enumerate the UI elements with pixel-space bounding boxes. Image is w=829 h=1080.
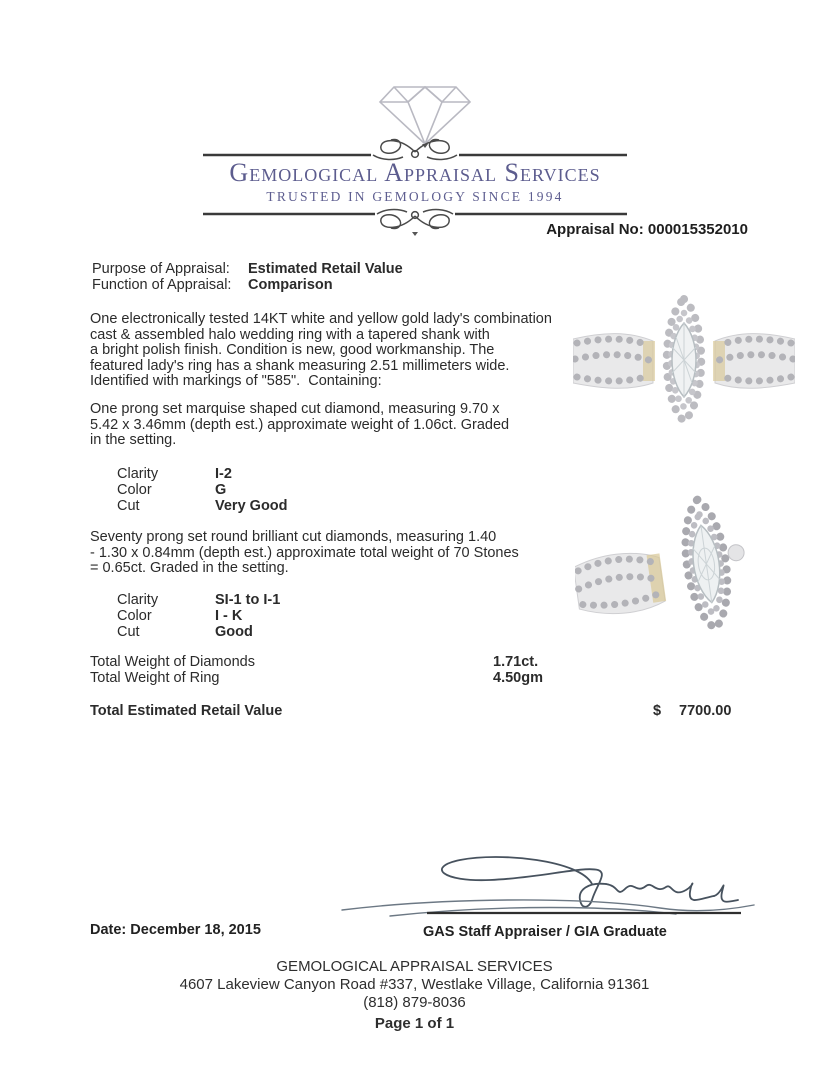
grading-label: Cut — [117, 498, 140, 514]
total-label: Total Weight of Ring — [90, 670, 220, 686]
total-weight-ring-row — [90, 670, 750, 686]
purpose-row — [92, 261, 403, 277]
grading-label: Clarity — [117, 592, 159, 608]
brand-title: Gemological Appraisal Services — [229, 158, 601, 187]
item-description-paragraph — [90, 312, 552, 390]
stone2-grading-table — [117, 592, 280, 640]
ring-photo-angled-view — [575, 490, 797, 652]
grading-value: I-2 — [215, 466, 232, 482]
grading-label: Color — [117, 482, 152, 498]
grading-value: G — [215, 482, 227, 498]
grading-row — [117, 482, 288, 498]
description-line: in the setting. — [90, 432, 177, 449]
footer-address: 4607 Lakeview Canyon Road #337, Westlake Village, California 91361 — [179, 976, 650, 993]
appraisal-info — [92, 261, 403, 293]
grading-row — [117, 608, 280, 624]
brand-tagline: TRUSTED IN GEMOLOGY SINCE 1994 — [266, 189, 564, 204]
total-value: 4.50gm — [493, 670, 543, 686]
grading-row — [117, 624, 280, 640]
retail-currency: $ — [653, 703, 662, 719]
round-diamonds-paragraph — [90, 530, 519, 577]
footer-company: GEMOLOGICAL APPRAISAL SERVICES — [276, 958, 553, 975]
description-line: One electronically tested 14KT white and yellow gold lady's combination — [90, 311, 552, 327]
retail-amount: 7700.00 — [679, 703, 732, 719]
description-line: Seventy prong set round brilliant cut diamonds, measuring 1.40 — [90, 529, 497, 545]
function-row — [92, 277, 403, 293]
total-label: Total Weight of Diamonds — [90, 654, 255, 670]
appraisal-number: Appraisal No: 000015352010 — [546, 221, 748, 238]
description-line: 5.42 x 3.46mm (depth est.) approximate weight of 1.06ct. Graded — [90, 416, 510, 433]
purpose-value: Estimated Retail Value — [248, 261, 403, 277]
description-line: - 1.30 x 0.84mm (depth est.) approximate total weight of 70 Stones — [90, 544, 519, 561]
description-line: Identified with markings of "585". Containing: — [90, 373, 382, 390]
grading-value: Very Good — [215, 498, 288, 514]
ring-photo-top-view — [573, 289, 795, 431]
appraiser-signature — [330, 848, 760, 918]
retail-value-label: Total Estimated Retail Value — [90, 703, 283, 719]
grading-value: SI-1 to I-1 — [215, 592, 281, 608]
function-value: Comparison — [248, 277, 333, 293]
marquise-diamond-paragraph — [90, 402, 509, 449]
description-line: cast & assembled halo wedding ring with a tapered shank with — [90, 326, 490, 343]
grading-row — [117, 498, 288, 514]
appraisal-date: Date: December 18, 2015 — [90, 922, 261, 938]
description-line: a bright polish finish. Condition is new, good workmanship. The — [90, 342, 495, 359]
description-line: = 0.65ct. Graded in the setting. — [90, 560, 289, 577]
grading-row — [117, 466, 288, 482]
grading-value: I - K — [215, 608, 243, 624]
purpose-label: Purpose of Appraisal: — [92, 261, 230, 277]
function-label: Function of Appraisal: — [92, 277, 232, 293]
page-indicator: Page 1 of 1 — [374, 1015, 455, 1032]
description-line: One prong set marquise shaped cut diamond, measuring 9.70 x — [90, 401, 500, 417]
total-value: 1.71ct. — [493, 654, 539, 670]
grading-value: Good — [215, 624, 253, 640]
totals-section — [90, 654, 750, 686]
total-weight-diamonds-row — [90, 654, 750, 670]
grading-label: Cut — [117, 624, 140, 640]
footer-phone: (818) 879-8036 — [363, 994, 466, 1011]
appraiser-title: GAS Staff Appraiser / GIA Graduate — [423, 924, 667, 940]
description-line: featured lady's ring has a shank measuring 2.51 millimeters wide. — [90, 357, 510, 374]
stone1-grading-table — [117, 466, 288, 514]
grading-label: Clarity — [117, 466, 159, 482]
grading-label: Color — [117, 608, 152, 624]
grading-row — [117, 592, 280, 608]
